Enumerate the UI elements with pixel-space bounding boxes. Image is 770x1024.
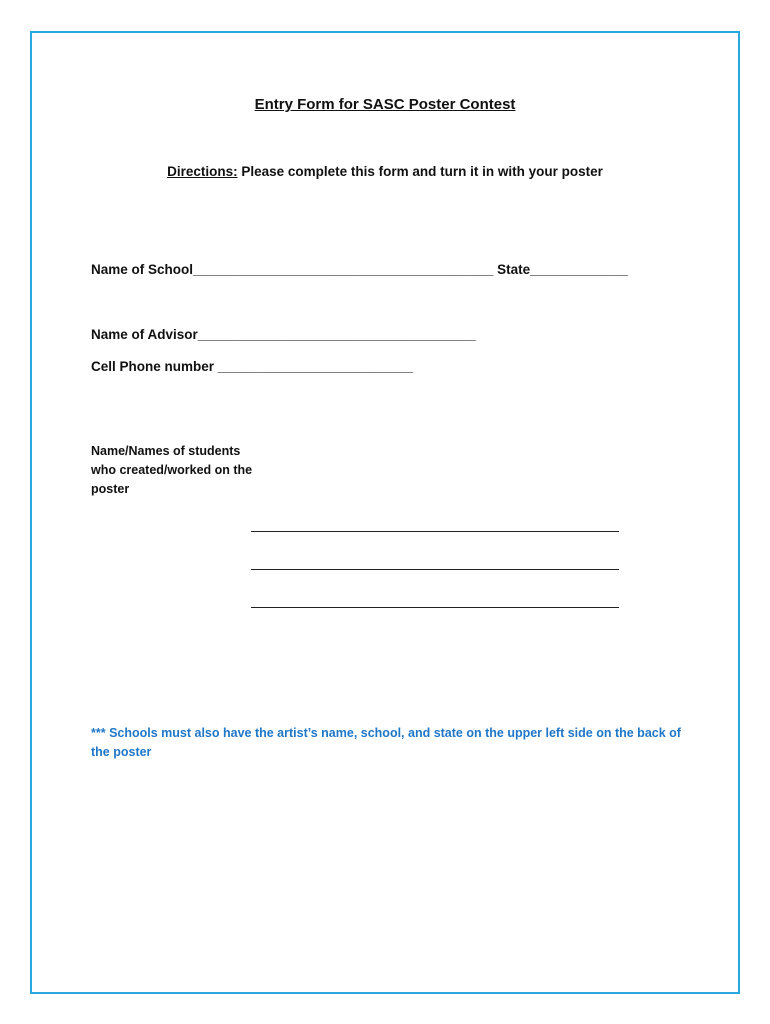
student-name-line-2[interactable] xyxy=(251,569,619,570)
students-label: Name/Names of students who created/worked on the poster xyxy=(91,444,253,496)
cell-phone-field[interactable]: Cell Phone number __________________________ xyxy=(91,359,413,374)
student-name-line-3[interactable] xyxy=(251,607,619,608)
advisor-field[interactable]: Name of Advisor_____________________________________ xyxy=(91,327,476,342)
form-title: Entry Form for SASC Poster Contest xyxy=(254,96,516,113)
poster-back-note: *** Schools must also have the artist’s name, school, and state on the upper left side on the back of the poster xyxy=(91,726,681,759)
directions-label: Directions: xyxy=(167,164,238,179)
directions xyxy=(0,164,770,179)
student-name-line-1[interactable] xyxy=(251,531,619,532)
school-state-field[interactable]: Name of School________________________________________ State_____________ xyxy=(91,262,628,277)
directions-text: Please complete this form and turn it in with your poster xyxy=(237,164,603,179)
